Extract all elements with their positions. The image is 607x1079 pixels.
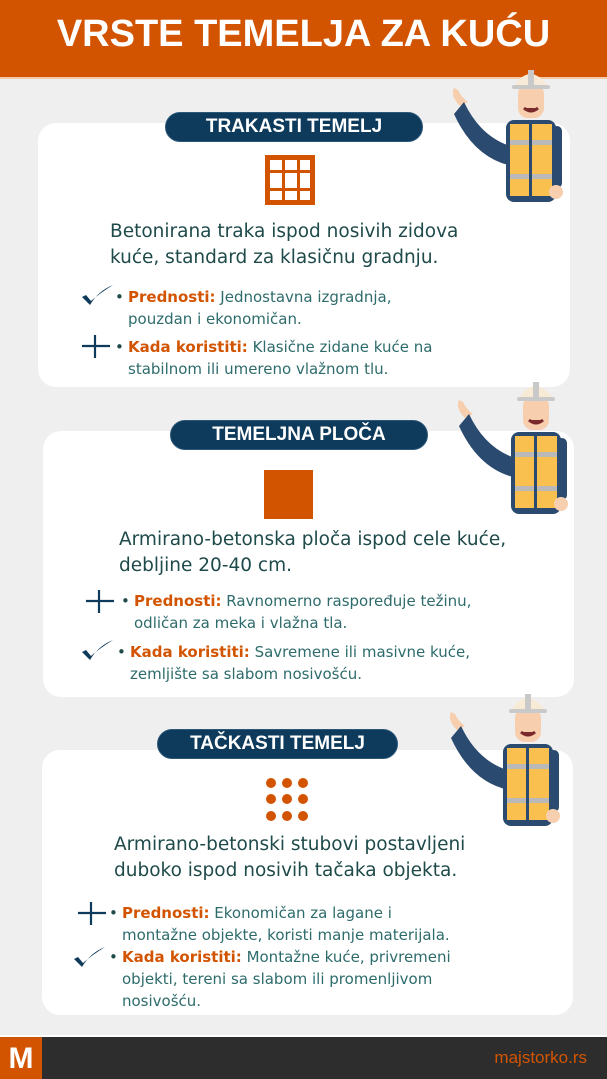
section-title-tackasti: TAČKASTI TEMELJ	[157, 729, 398, 759]
section-description: Armirano-betonski stubovi postavljeni duboko ispod nosivih tačaka objekta.	[114, 834, 466, 881]
section-description: Betonirana traka ispod nosivih zidova kuće, standard za klasičnu gradnju.	[110, 221, 459, 268]
list-item-when-to-use: • Kada koristiti: Klasične zidane kuće na stabilnom ili umereno vlažnom tlu.	[115, 338, 433, 378]
section-title-ploca: TEMELJNA PLOČA	[170, 420, 428, 450]
section-description: Armirano-betonska ploča ispod cele kuće, debljine 20-40 cm.	[119, 529, 507, 576]
item-label: Kada koristiti:	[128, 338, 248, 356]
item-label: Prednosti	[122, 904, 204, 922]
dot-grid-icon	[262, 776, 312, 826]
item-label: Kada koristiti:	[130, 643, 250, 661]
check-icon	[80, 283, 114, 309]
item-label: Prednosti:	[134, 592, 222, 610]
list-item-advantages: • Prednosti: Ravnomerno raspoređuje težinu, odličan za meka i vlažna tla.	[121, 592, 472, 632]
plus-icon	[84, 588, 118, 614]
list-item-advantages: • Prednosti: Ekonomičan za lagane i montažne objekte, koristi manje materijala.	[109, 904, 450, 944]
page-title: VRSTE TEMELJA ZA KUĆU	[56, 13, 551, 55]
check-icon	[72, 945, 106, 971]
plus-icon	[76, 900, 110, 926]
item-label: Prednosti:	[128, 288, 216, 306]
section-title-trakasti: TRAKASTI TEMELJ	[165, 112, 423, 142]
footer-bar	[0, 1035, 607, 1079]
construction-worker-illustration	[440, 66, 570, 206]
check-icon	[80, 638, 114, 664]
list-item-when-to-use: • Kada koristiti: Montažne kuće, privremeni objekti, tereni sa slabom ili promenljivom nosivošću.	[109, 948, 451, 1010]
construction-worker-illustration	[437, 690, 567, 830]
list-item-advantages: • Prednosti: Jednostavna izgradnja, pouzdan i ekonomičan.	[115, 288, 392, 328]
solid-square-icon	[264, 470, 313, 519]
website-link[interactable]: majstorko.rs	[494, 1048, 587, 1067]
item-label: Kada koristiti:	[122, 948, 242, 966]
grid-frame-icon	[265, 155, 315, 205]
plus-icon	[80, 333, 114, 359]
brand-logo: M	[0, 1037, 42, 1079]
list-item-when-to-use: • Kada koristiti: Savremene ili masivne kuće, zemljište sa slabom nosivošću.	[117, 643, 470, 683]
construction-worker-illustration	[445, 378, 575, 518]
